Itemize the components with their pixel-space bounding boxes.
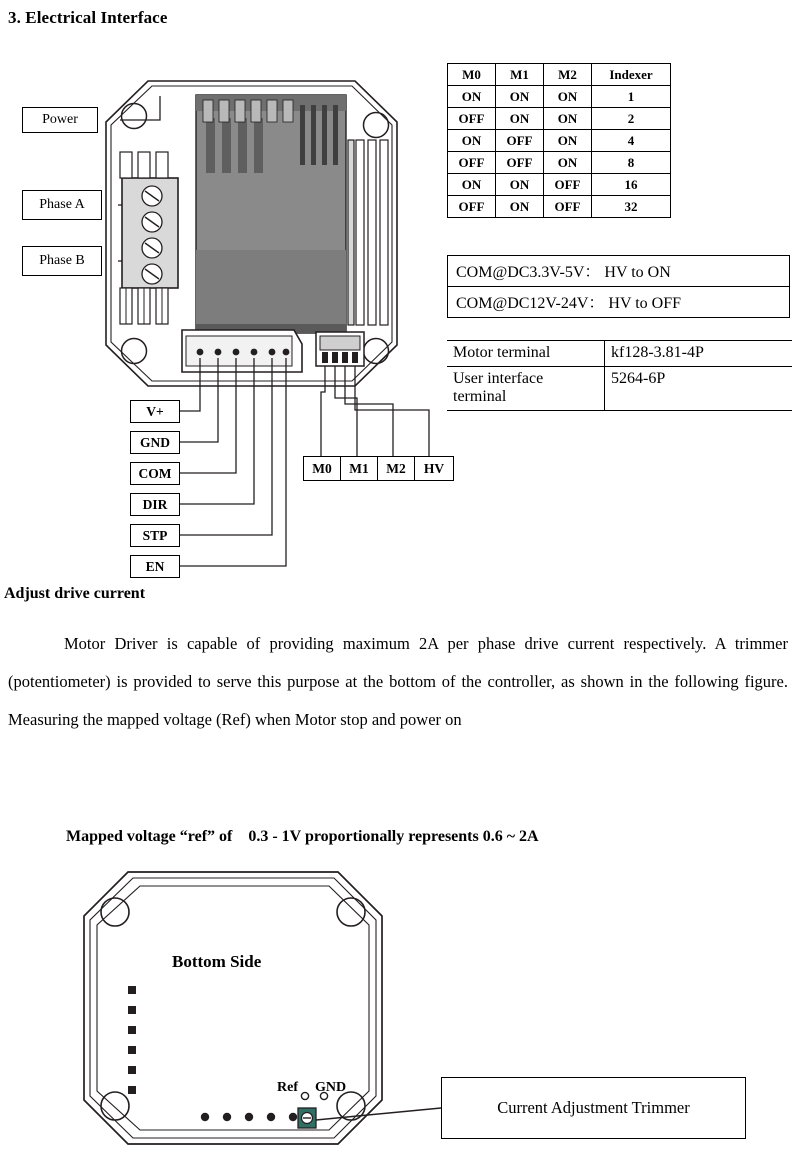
cell-m0: ON — [448, 174, 496, 196]
table-row — [447, 341, 792, 367]
cell-m2: OFF — [544, 196, 592, 218]
cell-m2: ON — [544, 108, 592, 130]
cell-m1: OFF — [496, 152, 544, 174]
dip-label-m1: M1 — [341, 457, 378, 480]
user-interface-terminal-key — [447, 367, 605, 411]
user-terminal-line1: User interface — [453, 370, 544, 387]
label-com: COM — [130, 462, 180, 485]
header-m1: M1 — [496, 64, 544, 86]
user-terminal-line2: terminal — [453, 388, 507, 405]
subsection-title: Adjust drive current — [4, 585, 146, 602]
table-row — [448, 196, 671, 218]
cell-m0: OFF — [448, 108, 496, 130]
table-row — [448, 174, 671, 196]
table-row — [448, 108, 671, 130]
dip-switch-labels — [303, 456, 454, 481]
cell-m0: OFF — [448, 196, 496, 218]
indexer-table — [447, 63, 671, 218]
table-row — [447, 367, 792, 411]
label-gnd: GND — [130, 431, 180, 454]
cell-m0: ON — [448, 130, 496, 152]
cell-m1: ON — [496, 108, 544, 130]
cell-indexer: 1 — [592, 86, 671, 108]
table-header-row — [448, 64, 671, 86]
cell-m1: ON — [496, 174, 544, 196]
label-dir: DIR — [130, 493, 180, 516]
dip-label-m0: M0 — [304, 457, 341, 480]
cell-indexer: 32 — [592, 196, 671, 218]
cell-indexer: 16 — [592, 174, 671, 196]
cell-m1: ON — [496, 196, 544, 218]
label-en: EN — [130, 555, 180, 578]
table-row — [448, 152, 671, 174]
label-phase-a: Phase A — [22, 190, 102, 220]
cell-indexer: 8 — [592, 152, 671, 174]
ref-pad-label: Ref — [277, 1080, 298, 1095]
terminal-table — [447, 340, 792, 411]
com-voltage-table — [447, 255, 790, 318]
page-title: 3. Electrical Interface — [8, 8, 168, 27]
gnd-pad-label: GND — [315, 1080, 347, 1095]
table-row — [448, 287, 790, 318]
table-row — [448, 130, 671, 152]
cell-indexer: 2 — [592, 108, 671, 130]
dip-label-m2: M2 — [378, 457, 415, 480]
bottom-side-label: Bottom Side — [172, 952, 262, 971]
dip-label-hv: HV — [423, 461, 445, 476]
motor-terminal-value: kf128-3.81-4P — [605, 341, 793, 367]
header-m0: M0 — [448, 64, 496, 86]
cell-m0: ON — [448, 86, 496, 108]
cell-m1: ON — [496, 86, 544, 108]
header-m2: M2 — [544, 64, 592, 86]
label-phase-b: Phase B — [22, 246, 102, 276]
body-paragraph — [8, 625, 788, 739]
cell-m0: OFF — [448, 152, 496, 174]
label-stp: STP — [130, 524, 180, 547]
com-12v-24v: COM@DC12V-24V： HV to OFF — [448, 287, 790, 318]
label-power: Power — [22, 107, 98, 133]
cell-m2: ON — [544, 86, 592, 108]
mapped-voltage-note: Mapped voltage “ref” of 0.3 - 1V proportionally represents 0.6 ~ 2A — [66, 828, 539, 845]
label-v-plus: V+ — [130, 400, 180, 423]
current-adjustment-trimmer-callout: Current Adjustment Trimmer — [441, 1077, 746, 1139]
header-indexer: Indexer — [592, 64, 671, 86]
cell-m2: ON — [544, 130, 592, 152]
cell-m2: OFF — [544, 174, 592, 196]
motor-terminal-key: Motor terminal — [447, 341, 605, 367]
user-interface-terminal-value: 5264-6P — [605, 367, 793, 411]
cell-m2: ON — [544, 152, 592, 174]
com-3v3-5v: COM@DC3.3V-5V： HV to ON — [448, 256, 790, 287]
cell-m1: OFF — [496, 130, 544, 152]
table-row — [448, 86, 671, 108]
cell-indexer: 4 — [592, 130, 671, 152]
paragraph-text: Motor Driver is capable of providing maximum 2A per phase drive current respectively. A trimmer (potentiometer) is provided to serve this purpose at the bottom of the controller, as shown in the following figure. Measuring the mapped voltage (Ref) when Motor stop and power on — [8, 634, 788, 729]
table-row — [448, 256, 790, 287]
